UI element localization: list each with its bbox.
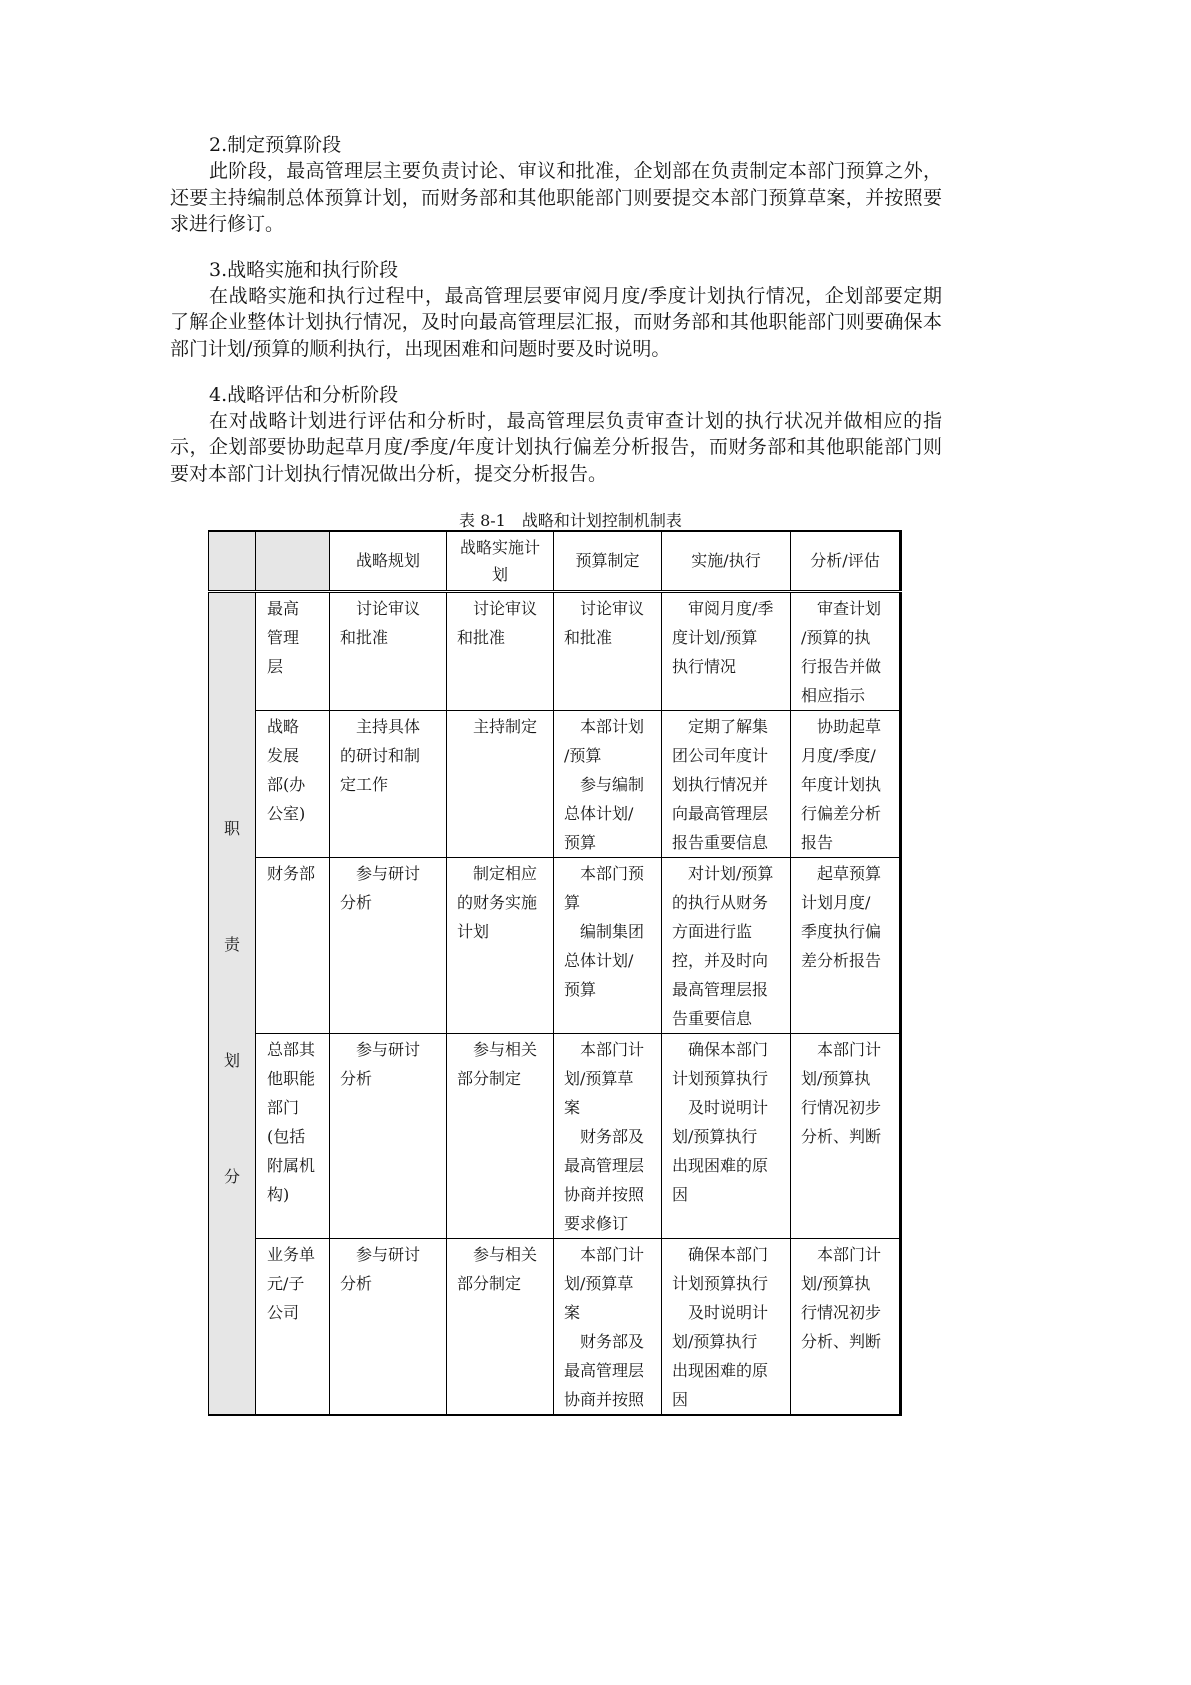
side-label-char: 职 bbox=[223, 819, 240, 839]
cell-line: 团公司年度计 bbox=[672, 745, 769, 765]
cell-line: 审阅月度/季 bbox=[688, 598, 774, 618]
cell-line: /预算 bbox=[564, 745, 602, 765]
table-row bbox=[209, 1033, 901, 1238]
strategy-control-table bbox=[208, 530, 902, 1416]
paragraph-line: 在战略实施和执行过程中，最高管理层要审阅月度/季度计划执行情况，企划部要定期 bbox=[209, 285, 942, 308]
dept-cell bbox=[256, 1238, 330, 1415]
cell-line: 协商并按照 bbox=[564, 1389, 645, 1409]
cell-line: 部(办 bbox=[267, 774, 306, 794]
cell-line: 层 bbox=[267, 656, 284, 676]
cell-line: /预算的执 bbox=[801, 627, 871, 647]
cell-line: 他职能 bbox=[267, 1068, 316, 1088]
cell-line: 方面进行监 bbox=[672, 921, 753, 941]
paragraph-line: 在对战略计划进行评估和分析时，最高管理层负责审查计划的执行状况并做相应的指 bbox=[209, 410, 942, 433]
cell-line: 预算 bbox=[564, 979, 597, 999]
table-row bbox=[209, 1238, 901, 1415]
section-heading: 3.战略实施和执行阶段 bbox=[209, 258, 399, 281]
cell-line: 告重要信息 bbox=[672, 1008, 753, 1028]
cell-line: 起草预算 bbox=[817, 863, 882, 883]
header-label: 战略规划 bbox=[355, 551, 420, 571]
cell-line: 度计划/预算 bbox=[672, 627, 758, 647]
budgeting-cell bbox=[554, 1238, 662, 1415]
paragraph-line: 要对本部门计划执行情况做出分析，提交分析报告。 bbox=[170, 462, 608, 485]
side-label-char: 划 bbox=[223, 1051, 240, 1071]
cell-line: 执行情况 bbox=[672, 656, 737, 676]
cell-line: 最高 bbox=[267, 598, 300, 618]
cell-line: 确保本部门 bbox=[688, 1244, 769, 1264]
table-caption: 表 8-1 战略和计划控制机制表 bbox=[459, 511, 682, 530]
paragraph-line: 了解企业整体计划执行情况，及时向最高管理层汇报，而财务部和其他职能部门则要确保本 bbox=[170, 311, 942, 334]
paragraph-line: 求进行修订。 bbox=[170, 212, 285, 235]
implementation-plan-cell bbox=[447, 1033, 554, 1238]
dept-cell bbox=[256, 857, 330, 1033]
cell-line: 报告 bbox=[801, 832, 834, 852]
cell-line: 划/预算执 bbox=[801, 1273, 871, 1293]
paragraph-line: 还要主持编制总体预算计划，而财务部和其他职能部门则要提交本部门预算草案，并按照要 bbox=[170, 186, 942, 209]
side-label-cell bbox=[209, 591, 256, 1415]
cell-line: 划/预算执行 bbox=[672, 1126, 758, 1146]
cell-line: 部分制定 bbox=[457, 1273, 522, 1293]
cell-line: 划/预算执 bbox=[801, 1068, 871, 1088]
cell-line: 要求修订 bbox=[564, 1213, 629, 1233]
cell-line: 相应指示 bbox=[801, 685, 866, 705]
header-corner-cell bbox=[209, 531, 256, 591]
cell-line: 分析 bbox=[340, 1273, 373, 1293]
paragraph-line: 部门计划/预算的顺利执行，出现困难和问题时要及时说明。 bbox=[170, 337, 671, 360]
header-strategy-planning bbox=[330, 531, 447, 591]
paragraph-line: 此阶段，最高管理层主要负责讨论、审议和批准，企划部在负责制定本部门预算之外， bbox=[209, 160, 942, 183]
cell-line: 控，并及时向 bbox=[672, 950, 769, 970]
cell-line: 最高管理层 bbox=[564, 1155, 645, 1175]
evaluation-cell bbox=[791, 591, 901, 710]
header-execution bbox=[662, 531, 791, 591]
cell-line: 本部计划 bbox=[580, 716, 645, 736]
table-row bbox=[209, 857, 901, 1033]
cell-line: 的执行从财务 bbox=[672, 892, 769, 912]
cell-line: 分析 bbox=[340, 1068, 373, 1088]
cell-line: 的研讨和制 bbox=[340, 745, 421, 765]
cell-line: 和批准 bbox=[457, 627, 506, 647]
header-label: 分析/评估 bbox=[810, 551, 880, 571]
cell-line: 部门 bbox=[267, 1097, 300, 1117]
cell-line: 季度执行偏 bbox=[801, 921, 882, 941]
cell-line: 本部门计 bbox=[817, 1244, 882, 1264]
cell-line: 总部其 bbox=[267, 1039, 316, 1059]
cell-line: 和批准 bbox=[564, 627, 613, 647]
cell-line: 算 bbox=[564, 892, 581, 912]
header-budgeting bbox=[554, 531, 662, 591]
side-label-char: 分 bbox=[223, 1167, 240, 1187]
cell-line: 划/预算草 bbox=[564, 1273, 634, 1293]
section-strategy-implementation bbox=[170, 257, 942, 362]
budgeting-cell bbox=[554, 591, 662, 710]
table-header-row bbox=[209, 531, 901, 591]
section-budget-formulation bbox=[170, 132, 942, 237]
cell-line: 和批准 bbox=[340, 627, 389, 647]
cell-line: 分析、判断 bbox=[801, 1126, 882, 1146]
cell-line: 审查计划 bbox=[817, 598, 882, 618]
cell-line: 预算 bbox=[564, 832, 597, 852]
implementation-plan-cell bbox=[447, 591, 554, 710]
cell-line: 财务部及 bbox=[580, 1126, 645, 1146]
cell-line: 公司 bbox=[267, 1302, 300, 1322]
cell-line: 划执行情况并 bbox=[672, 774, 769, 794]
evaluation-cell bbox=[791, 857, 901, 1033]
cell-line: 年度计划执 bbox=[801, 774, 882, 794]
cell-line: 讨论审议 bbox=[356, 598, 421, 618]
cell-line: 附属机 bbox=[267, 1155, 316, 1175]
cell-line: 参与编制 bbox=[580, 774, 645, 794]
cell-line: 计划月度/ bbox=[801, 892, 871, 912]
execution-cell bbox=[662, 1238, 791, 1415]
evaluation-cell bbox=[791, 1238, 901, 1415]
cell-line: 部分制定 bbox=[457, 1068, 522, 1088]
dept-cell bbox=[256, 710, 330, 857]
budgeting-cell bbox=[554, 857, 662, 1033]
cell-line: 划/预算执行 bbox=[672, 1331, 758, 1351]
cell-line: 定工作 bbox=[340, 774, 389, 794]
header-evaluation bbox=[791, 531, 901, 591]
strategy-planning-cell bbox=[330, 1238, 447, 1415]
cell-line: 财务部 bbox=[267, 863, 316, 883]
dept-cell bbox=[256, 591, 330, 710]
cell-line: 本部门计 bbox=[580, 1244, 645, 1264]
table-row bbox=[209, 710, 901, 857]
cell-line: 本部门预 bbox=[580, 863, 645, 883]
cell-line: 协商并按照 bbox=[564, 1184, 645, 1204]
cell-line: 案 bbox=[564, 1097, 581, 1117]
cell-line: 协助起草 bbox=[817, 716, 882, 736]
execution-cell bbox=[662, 591, 791, 710]
implementation-plan-cell bbox=[447, 710, 554, 857]
cell-line: 本部门计 bbox=[580, 1039, 645, 1059]
cell-line: 行情况初步 bbox=[801, 1302, 882, 1322]
cell-line: 月度/季度/ bbox=[801, 745, 876, 765]
cell-line: 主持制定 bbox=[473, 716, 538, 736]
implementation-plan-cell bbox=[447, 1238, 554, 1415]
cell-line: 构) bbox=[267, 1184, 290, 1204]
header-implementation-plan bbox=[447, 531, 554, 591]
cell-line: 出现困难的原 bbox=[672, 1360, 769, 1380]
strategy-planning-cell bbox=[330, 710, 447, 857]
cell-line: 参与研讨 bbox=[356, 863, 421, 883]
strategy-planning-cell bbox=[330, 1033, 447, 1238]
cell-line: (包括 bbox=[267, 1126, 306, 1146]
cell-line: 总体计划/ bbox=[564, 950, 634, 970]
cell-line: 计划预算执行 bbox=[672, 1068, 769, 1088]
cell-line: 出现困难的原 bbox=[672, 1155, 769, 1175]
paragraph-line: 示，企划部要协助起草月度/季度/年度计划执行偏差分析报告，而财务部和其他职能部门则 bbox=[170, 436, 942, 459]
cell-line: 管理 bbox=[267, 627, 300, 647]
table-row bbox=[209, 591, 901, 710]
cell-line: 案 bbox=[564, 1302, 581, 1322]
cell-line: 参与研讨 bbox=[356, 1039, 421, 1059]
cell-line: 确保本部门 bbox=[688, 1039, 769, 1059]
cell-line: 行情况初步 bbox=[801, 1097, 882, 1117]
cell-line: 战略 bbox=[267, 716, 300, 736]
cell-line: 元/子 bbox=[267, 1273, 305, 1293]
execution-cell bbox=[662, 710, 791, 857]
cell-line: 向最高管理层 bbox=[672, 803, 769, 823]
cell-line: 报告重要信息 bbox=[672, 832, 769, 852]
strategy-planning-cell bbox=[330, 857, 447, 1033]
cell-line: 发展 bbox=[267, 745, 300, 765]
cell-line: 公室) bbox=[267, 803, 306, 823]
cell-line: 总体计划/ bbox=[564, 803, 634, 823]
cell-line: 讨论审议 bbox=[580, 598, 645, 618]
cell-line: 财务部及 bbox=[580, 1331, 645, 1351]
cell-line: 参与研讨 bbox=[356, 1244, 421, 1264]
section-heading: 2.制定预算阶段 bbox=[209, 134, 342, 156]
cell-line: 业务单 bbox=[267, 1244, 316, 1264]
header-dept-cell bbox=[256, 531, 330, 591]
cell-line: 及时说明计 bbox=[688, 1302, 769, 1322]
cell-line: 的财务实施 bbox=[457, 892, 538, 912]
side-label-char: 责 bbox=[223, 935, 240, 955]
header-label: 预算制定 bbox=[575, 551, 640, 571]
evaluation-cell bbox=[791, 710, 901, 857]
budgeting-cell bbox=[554, 1033, 662, 1238]
cell-line: 参与相关 bbox=[473, 1244, 538, 1264]
cell-line: 最高管理层报 bbox=[672, 979, 769, 999]
cell-line: 分析 bbox=[340, 892, 373, 912]
cell-line: 因 bbox=[672, 1389, 689, 1409]
cell-line: 分析、判断 bbox=[801, 1331, 882, 1351]
dept-cell bbox=[256, 1033, 330, 1238]
execution-cell bbox=[662, 1033, 791, 1238]
strategy-planning-cell bbox=[330, 591, 447, 710]
cell-line: 行报告并做 bbox=[801, 656, 882, 676]
section-heading: 4.战略评估和分析阶段 bbox=[209, 383, 399, 406]
cell-line: 本部门计 bbox=[817, 1039, 882, 1059]
cell-line: 差分析报告 bbox=[801, 950, 882, 970]
header-label: 划 bbox=[491, 564, 508, 584]
section-strategy-evaluation bbox=[170, 382, 942, 487]
cell-line: 制定相应 bbox=[473, 863, 538, 883]
cell-line: 讨论审议 bbox=[473, 598, 538, 618]
cell-line: 行偏差分析 bbox=[801, 803, 882, 823]
budgeting-cell bbox=[554, 710, 662, 857]
cell-line: 划/预算草 bbox=[564, 1068, 634, 1088]
cell-line: 编制集团 bbox=[580, 921, 645, 941]
header-label: 战略实施计 bbox=[459, 537, 540, 557]
cell-line: 因 bbox=[672, 1184, 689, 1204]
cell-line: 最高管理层 bbox=[564, 1360, 645, 1380]
header-label: 实施/执行 bbox=[691, 551, 761, 571]
cell-line: 计划预算执行 bbox=[672, 1273, 769, 1293]
cell-line: 对计划/预算 bbox=[688, 863, 774, 883]
cell-line: 定期了解集 bbox=[688, 716, 769, 736]
body-text bbox=[170, 132, 942, 507]
implementation-plan-cell bbox=[447, 857, 554, 1033]
cell-line: 计划 bbox=[457, 921, 490, 941]
cell-line: 主持具体 bbox=[356, 716, 421, 736]
cell-line: 参与相关 bbox=[473, 1039, 538, 1059]
cell-line: 及时说明计 bbox=[688, 1097, 769, 1117]
execution-cell bbox=[662, 857, 791, 1033]
evaluation-cell bbox=[791, 1033, 901, 1238]
